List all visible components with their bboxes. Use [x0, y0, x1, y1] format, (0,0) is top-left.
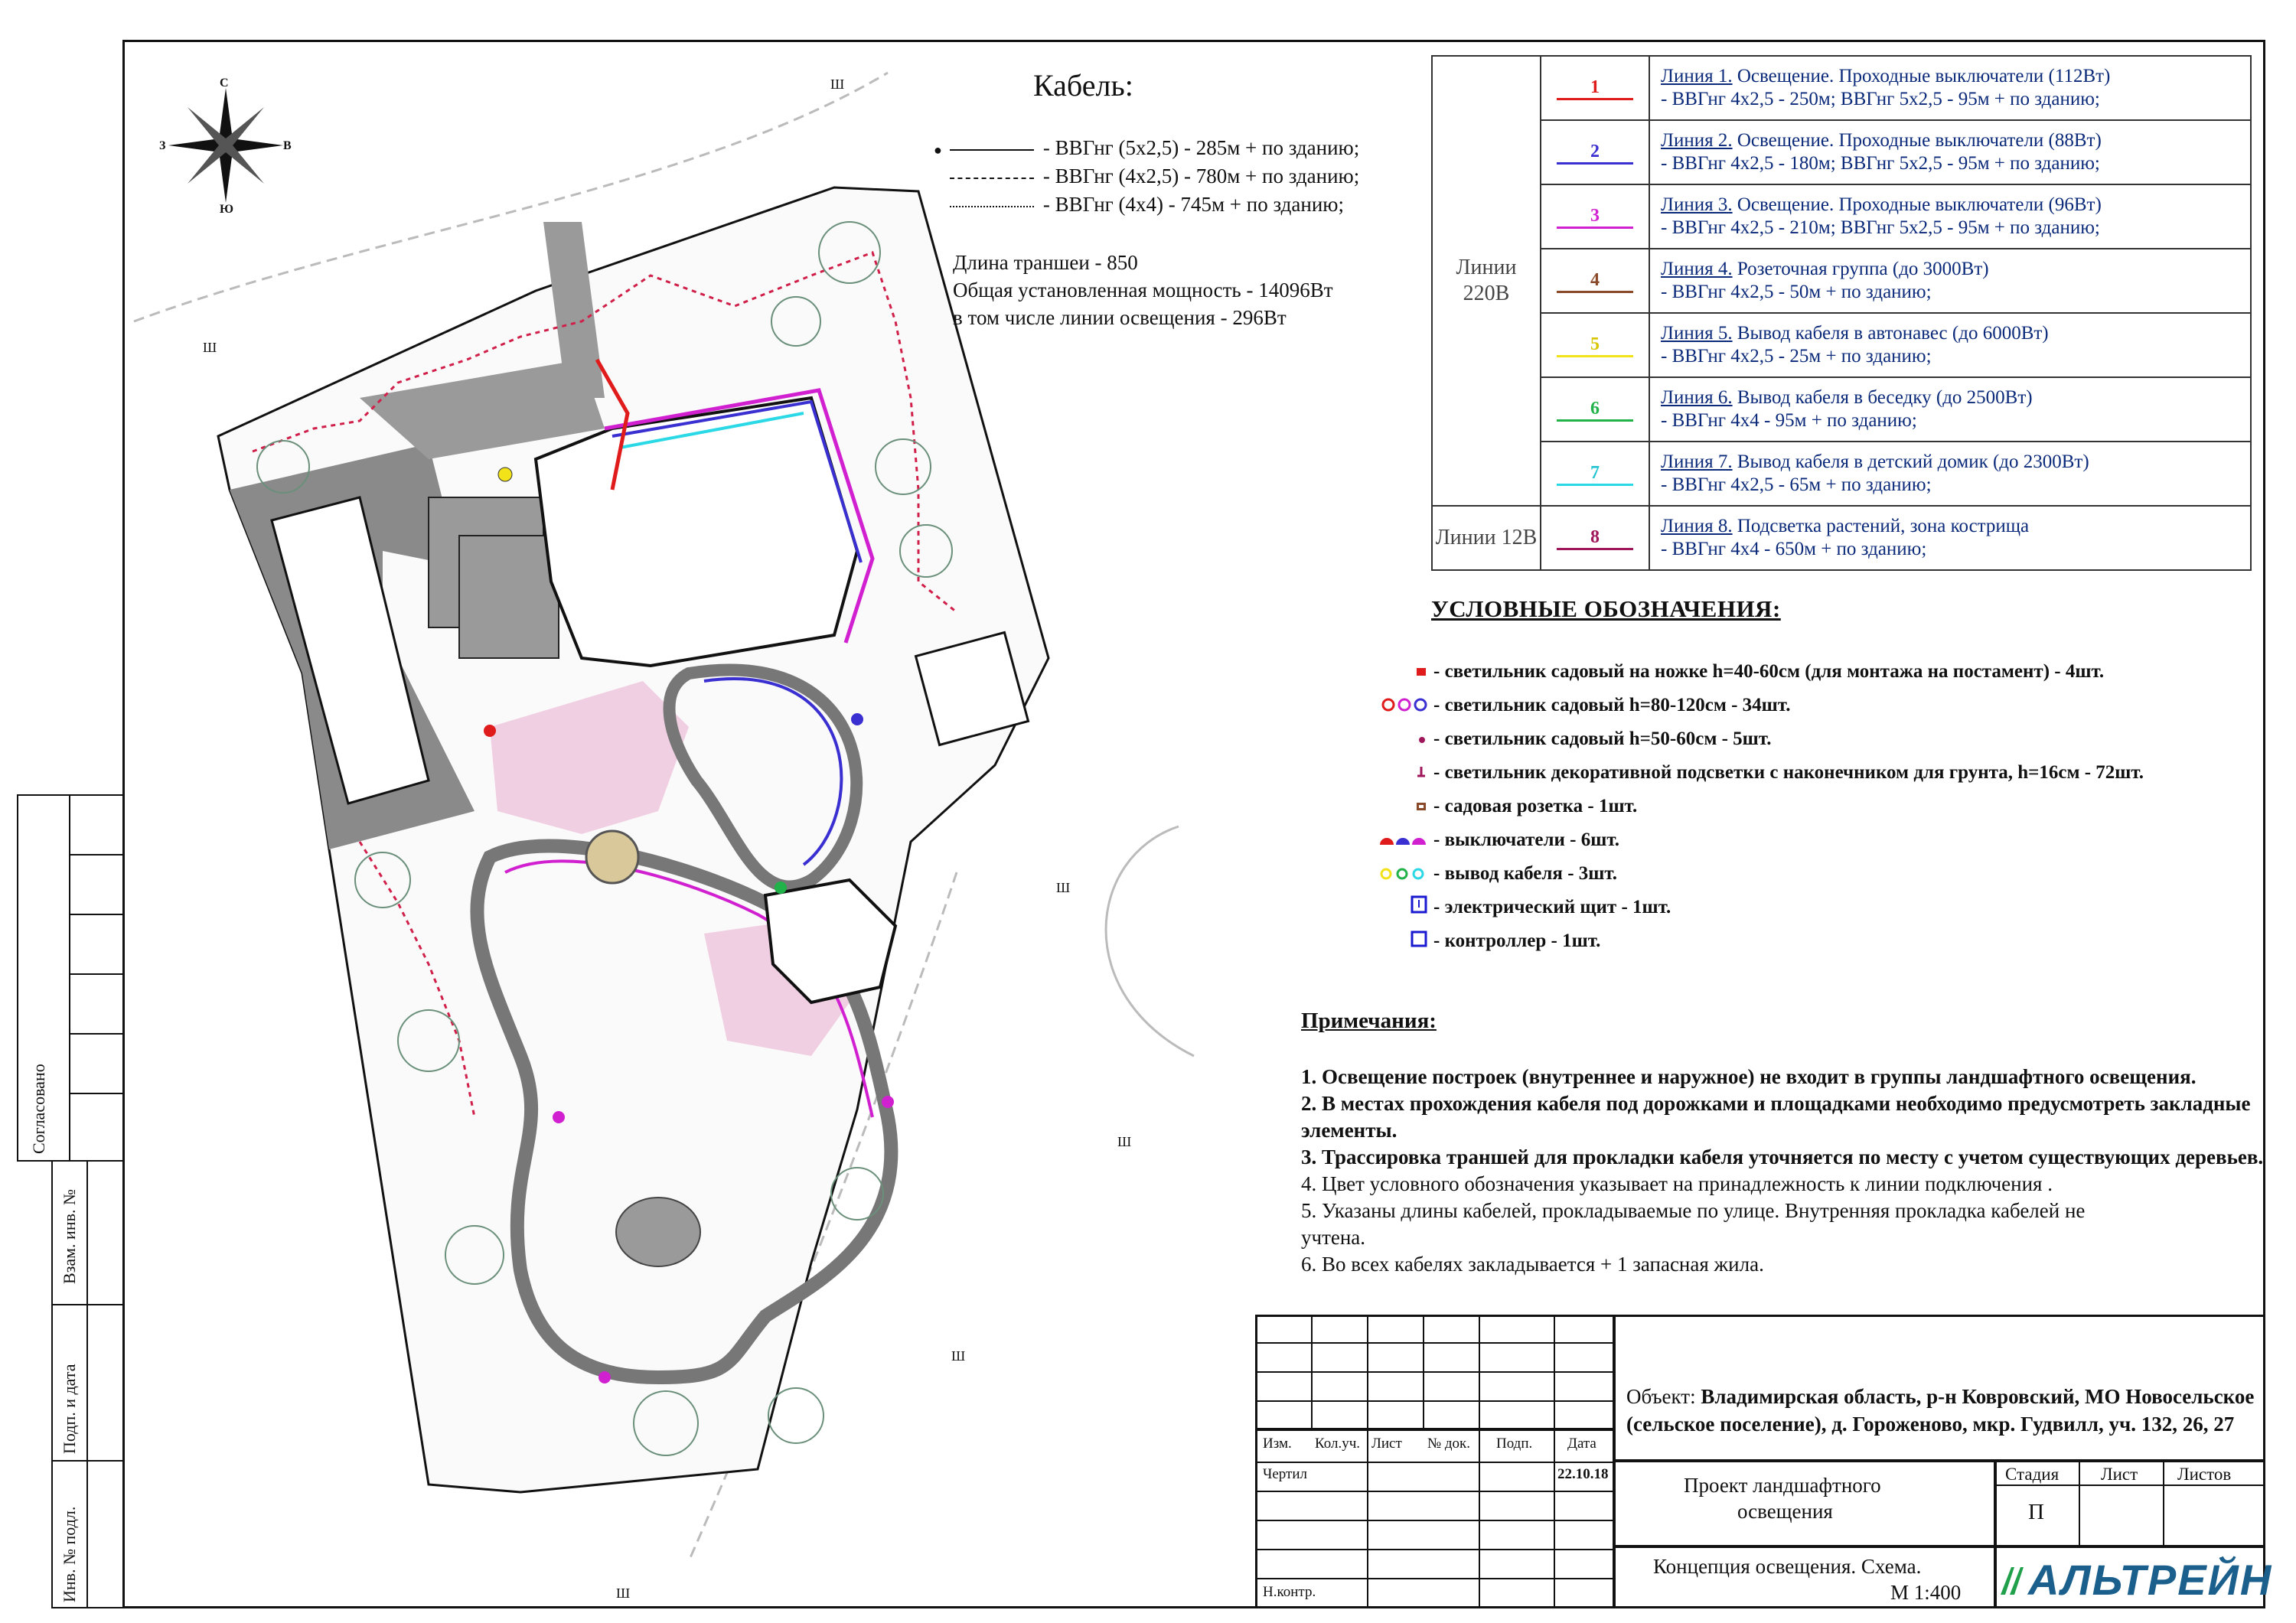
line-title: Линия 8. — [1661, 516, 1733, 536]
lamp-marker — [851, 713, 863, 725]
legend-text: - выключатели - 6шт. — [1433, 829, 1620, 850]
project-line-2: освещения — [1737, 1500, 1833, 1523]
cable-outlet-icon — [1374, 861, 1427, 888]
line-number: 2 — [1590, 141, 1600, 161]
scale-label: М 1:400 — [1890, 1581, 1962, 1604]
lighting-power: в том числе линии освещения - 296Вт — [953, 306, 1287, 329]
agreed-label: Согласовано — [29, 1064, 48, 1154]
lamp-tall-icon — [1374, 693, 1427, 720]
line-cable: - ВВГнг 4х2,5 - 250м; ВВГнг 5х2,5 - 95м + по зданию; — [1661, 89, 2100, 109]
cable-row — [934, 193, 1344, 217]
company-logo — [1999, 1555, 2272, 1605]
line-description — [1649, 442, 2251, 506]
line-number-cell — [1541, 377, 1649, 442]
line-number-cell — [1541, 184, 1649, 249]
object-line-2: (сельское поселение), д. Гороженово, мкр. Гудвилл, уч. 132, 26, 27 — [1626, 1413, 2235, 1436]
table-row — [1432, 249, 2251, 313]
line-color-swatch — [1557, 227, 1633, 229]
line-description — [1649, 506, 2251, 570]
line-description — [1649, 249, 2251, 313]
line-cable: - ВВГнг 4х2,5 - 65м + по зданию; — [1661, 474, 1932, 495]
note-line: 1. Освещение построек (внутреннее и наружное) не входит в группы ландшафтного освещения. — [1301, 1065, 2197, 1088]
compass-rose — [168, 88, 283, 203]
group-12-label: Линии 12В — [1435, 526, 1538, 549]
line-number: 5 — [1590, 334, 1600, 354]
line-text: Подсветка растений, зона кострища — [1732, 516, 2030, 536]
line-title: Линия 6. — [1661, 387, 1733, 408]
tb-cell — [1367, 1429, 1480, 1608]
object-label: Объект: — [1626, 1385, 1701, 1408]
tb-cell — [1255, 1429, 1368, 1608]
header-date: Дата — [1567, 1436, 1596, 1452]
cable-row — [934, 165, 1359, 188]
cable-row-text: - ВВГнг (5х2,5) - 285м + по зданию; — [1042, 136, 1360, 159]
object-address: Владимирская область, р-н Ковровский, МО Новосельское — [1701, 1385, 2255, 1408]
logo-text: АЛЬТРЕЙН — [2028, 1556, 2273, 1604]
legend-item — [1374, 793, 1637, 820]
stage-header-label: Стадия — [2005, 1465, 2060, 1484]
line-color-swatch — [1557, 548, 1633, 550]
legend-text: - вывод кабеля - 3шт. — [1433, 863, 1618, 884]
line-text: Освещение. Проходные выключатели (112Вт) — [1732, 66, 2111, 86]
line-cable: - ВВГнг 4х2,5 - 210м; ВВГнг 5х2,5 - 95м + по зданию; — [1661, 217, 2100, 238]
carport-roof — [459, 536, 559, 658]
line-color-swatch — [1557, 355, 1633, 357]
fire-pit — [616, 1198, 700, 1266]
lamp-marker — [598, 1371, 611, 1383]
controller-icon — [1374, 928, 1427, 956]
compass-south: Ю — [220, 203, 234, 216]
note-line: 6. Во всех кабелях закладывается + 1 запасная жила. — [1301, 1253, 1764, 1276]
line-number-cell — [1541, 506, 1649, 570]
header-sign: Подп. — [1496, 1436, 1533, 1452]
line-text: Вывод кабеля в беседку (до 2500Вт) — [1732, 387, 2033, 408]
legend-text: - контроллер - 1шт. — [1433, 930, 1601, 951]
line-cable: - ВВГнг 4х2,5 - 50м + по зданию; — [1661, 282, 1932, 302]
line-title: Линия 4. — [1661, 259, 1733, 279]
socket-icon — [1374, 794, 1427, 821]
sheets-header-label: Листов — [2177, 1465, 2232, 1484]
legend-text: - светильник садовый h=50-60см - 5шт. — [1433, 728, 1772, 749]
lamp-post-icon — [1374, 659, 1427, 686]
line-text: Вывод кабеля в автонавес (до 6000Вт) — [1732, 323, 2049, 344]
line-description — [1649, 120, 2251, 184]
dotted-line-sample — [950, 206, 1034, 207]
line-color-swatch — [1557, 484, 1633, 486]
line-description — [1649, 184, 2251, 249]
solid-line-sample — [950, 149, 1034, 151]
note-line: учтена. — [1301, 1226, 1366, 1249]
object-line-1 — [1626, 1385, 2254, 1409]
round-platform — [586, 831, 638, 883]
header-doc: № док. — [1427, 1436, 1471, 1452]
group-220-cell — [1432, 56, 1541, 506]
line-number: 8 — [1590, 526, 1600, 547]
logo-mark-icon — [1999, 1564, 2025, 1598]
concept-title: Концепция освещения. Схема. — [1653, 1555, 1922, 1578]
switch-icon — [1374, 827, 1427, 855]
line-description — [1649, 56, 2251, 120]
table-row — [1432, 442, 2251, 506]
dashed-line-sample — [950, 178, 1034, 179]
table-row — [1432, 313, 2251, 377]
drew-label: Чертил — [1263, 1466, 1307, 1482]
table-row — [1432, 184, 2251, 249]
lines-table — [1431, 55, 2252, 571]
sheet-header-label: Лист — [2101, 1465, 2138, 1484]
line-number: 3 — [1590, 205, 1600, 226]
line-text: Освещение. Проходные выключатели (88Вт) — [1732, 130, 2102, 151]
compass-north: С — [220, 77, 229, 90]
note-line: 4. Цвет условного обозначения указывает на принадлежность к линии подключения . — [1301, 1172, 2053, 1195]
header-izm: Изм. — [1263, 1436, 1292, 1452]
cable-title: Кабель: — [1033, 68, 1133, 103]
legend-item — [1374, 658, 2104, 686]
replace-label: Взам. инв. № — [60, 1189, 79, 1284]
line-number-cell — [1541, 56, 1649, 120]
lamp-marker — [498, 468, 512, 481]
legend-text: - светильник декоративной подсветки с наконечником для грунта, h=16см - 72шт. — [1433, 762, 2144, 783]
sh-mark: Ш — [616, 1586, 631, 1601]
legend-item — [1374, 927, 1600, 955]
lamp-marker — [882, 1096, 894, 1108]
legend-item — [1374, 860, 1617, 888]
cable-row: ● - ВВГнг (5х2,5) - 285м + по зданию; — [934, 136, 1360, 159]
note-line: 3. Трассировка траншей для прокладки кабеля уточняется по месту с учетом существующих деревьев. — [1301, 1146, 2264, 1168]
line-number: 7 — [1590, 462, 1600, 483]
lamp-marker — [775, 882, 787, 894]
spike-light-icon — [1374, 760, 1427, 787]
line-title: Линия 3. — [1661, 194, 1733, 215]
drew-date: 22.10.18 — [1557, 1466, 1609, 1482]
line-number: 4 — [1590, 269, 1600, 290]
line-text: Вывод кабеля в детский домик (до 2300Вт) — [1732, 451, 2089, 472]
tb-cell — [1255, 1400, 1615, 1431]
stage-value: П — [2028, 1500, 2044, 1524]
line-cable: - ВВГнг 4х4 - 95м + по зданию; — [1661, 410, 1917, 431]
line-number: 1 — [1590, 77, 1600, 97]
line-color-swatch — [1557, 291, 1633, 293]
roundabout-edge — [1106, 826, 1194, 1056]
legend-item — [1374, 894, 1671, 921]
lamp-small-icon — [1374, 726, 1427, 754]
cable-row-text: - ВВГнг (4х4) - 745м + по зданию; — [1042, 193, 1344, 216]
nkontr-label: Н.контр. — [1263, 1584, 1316, 1600]
line-cable: - ВВГнг 4х2,5 - 180м; ВВГнг 5х2,5 - 95м + по зданию; — [1661, 153, 2100, 174]
line-cable: - ВВГнг 4х2,5 - 25м + по зданию; — [1661, 346, 1932, 367]
tree-icon — [768, 1388, 823, 1443]
line-number-cell — [1541, 249, 1649, 313]
line-text: Розеточная группа (до 3000Вт) — [1732, 259, 1989, 279]
group-12-cell — [1432, 506, 1541, 570]
total-power: Общая установленная мощность - 14096Вт — [953, 279, 1333, 301]
legend-item — [1374, 725, 1771, 753]
legend-item — [1374, 826, 1619, 854]
line-description — [1649, 377, 2251, 442]
table-row — [1432, 506, 2251, 570]
sh-mark: Ш — [951, 1348, 966, 1364]
legend-item — [1374, 692, 1790, 719]
header-kol: Кол.уч. — [1315, 1436, 1361, 1452]
table-row — [1432, 120, 2251, 184]
legend-item — [1374, 759, 2144, 787]
line-color-swatch — [1557, 419, 1633, 422]
sh-mark: Ш — [203, 340, 217, 355]
legend-text: - садовая розетка - 1шт. — [1433, 796, 1638, 816]
tb-cell — [1255, 1342, 1615, 1373]
note-line: 2. В местах прохождения кабеля под дорожками и площадками необходимо предусмотреть закладные — [1301, 1092, 2251, 1115]
line-text: Освещение. Проходные выключатели (96Вт) — [1732, 194, 2102, 215]
line-cable: - ВВГнг 4х4 - 650м + по зданию; — [1661, 539, 1927, 559]
sh-mark: Ш — [1056, 880, 1071, 895]
line-number-cell — [1541, 313, 1649, 377]
trench-length: Длина траншеи - 850 — [953, 251, 1138, 274]
tb-cell — [1255, 1371, 1615, 1402]
project-line-1: Проект ландшафтного — [1684, 1474, 1881, 1497]
inv-label: Инв. № подл. — [60, 1506, 79, 1602]
panel-icon — [1374, 895, 1427, 922]
sh-mark: Ш — [1117, 1134, 1132, 1149]
header-list: Лист — [1371, 1436, 1402, 1452]
group-220-label: Линии 220В — [1456, 256, 1517, 305]
sh-mark: Ш — [830, 77, 845, 92]
note-line: 5. Указаны длины кабелей, прокладываемые по улице. Внутренняя прокладка кабелей не — [1301, 1199, 2086, 1222]
line-number-cell — [1541, 120, 1649, 184]
sign-date-label: Подп. и дата — [60, 1364, 79, 1454]
compass-west: З — [159, 139, 166, 152]
line-title: Линия 7. — [1661, 451, 1733, 472]
line-description — [1649, 313, 2251, 377]
table-row — [1432, 56, 2251, 120]
compass-east: В — [283, 139, 292, 152]
cable-row-text: - ВВГнг (4х2,5) - 780м + по зданию; — [1042, 165, 1360, 187]
legend-text: - светильник садовый на ножке h=40-60см (для монтажа на постамент) - 4шт. — [1433, 661, 2105, 682]
line-color-swatch — [1557, 162, 1633, 165]
line-color-swatch — [1557, 98, 1633, 100]
legend-text: - светильник садовый h=80-120см - 34шт. — [1433, 695, 1791, 715]
table-row — [1432, 377, 2251, 442]
legend-title: УСЛОВНЫЕ ОБОЗНАЧЕНИЯ: — [1431, 595, 1781, 622]
line-title: Линия 5. — [1661, 323, 1733, 344]
line-number: 6 — [1590, 398, 1600, 419]
line-number-cell — [1541, 442, 1649, 506]
notes-title: Примечания: — [1301, 1009, 1437, 1033]
lamp-marker — [553, 1111, 565, 1123]
lamp-marker — [484, 725, 496, 737]
note-line: элементы. — [1301, 1119, 1397, 1142]
legend-text: - электрический щит - 1шт. — [1433, 897, 1671, 917]
line-title: Линия 1. — [1661, 66, 1733, 86]
line-title: Линия 2. — [1661, 130, 1733, 151]
tb-cell — [1479, 1429, 1555, 1608]
